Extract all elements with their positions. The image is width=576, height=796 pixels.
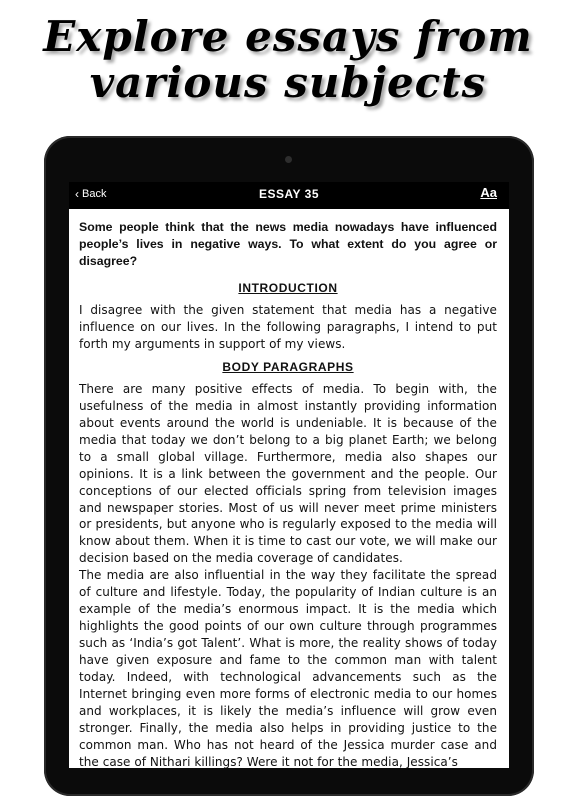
introduction-paragraph: I disagree with the given statement that media has a negative influence on our lives. In the following paragraphs, I intend to put forth my arguments in support of my views.	[79, 303, 497, 351]
promo-headline-line2: various subjects	[89, 58, 487, 107]
font-size-button[interactable]: Aa	[480, 185, 497, 200]
introduction-heading: INTRODUCTION	[238, 281, 338, 295]
tablet-frame	[44, 136, 534, 796]
page-title: ESSAY 35	[258, 187, 320, 201]
essay-question: Some people think that the news media nowadays have influenced people’s lives in negative ways. To what extent do you agree or disagree?	[79, 220, 497, 268]
back-button-label: Back	[82, 188, 107, 200]
essay-content	[79, 219, 497, 768]
body-paragraphs-heading: BODY PARAGRAPHS	[222, 359, 354, 374]
chevron-left-icon: ‹	[75, 187, 79, 201]
body-paragraph-2: The media are also influential in the way they facilitate the spread of culture and lifestyle. Today, the popularity of Indian culture is an example of the media’s enormous impact. It is the media which highlights the good points of our own culture through programmes such as ‘India’s got Talent’. What is more, the reality shows of today have given exposure and fame to the common man with talent today. Indeed, with technological advancements such as the Internet bringing even more forms of electronic media to our homes and workplaces, it is likely the media’s influence will grow even stronger. Finally, the media also helps in providing justice to the common man. Who has not heard of the Jessica murder case and the case of Nithari killings? Were it not for the media, Jessica’s	[79, 568, 497, 768]
promo-headline-line1: Explore essays from	[43, 12, 533, 61]
app-screen	[69, 182, 509, 768]
promo-headline	[0, 14, 576, 106]
body-paragraph-1: There are many positive effects of media. To begin with, the usefulness of the media in almost instantly providing information about events around the world is undeniable. It is because of the media that today we don’t belong to a big planet Earth; we belong to a small global village. Furthermore, media also shapes our opinions. It is a link between the government and the people. Our conceptions of our elected officials spring from television images and newspaper stories. Most of us will never meet prime ministers or presidents, but anyone who is regularly exposed to the media will know about them. When it is time to cast our vote, we will make our decision based on the media coverage of candidates.	[79, 381, 497, 566]
camera-icon	[285, 156, 292, 163]
navigation-bar	[69, 182, 509, 209]
